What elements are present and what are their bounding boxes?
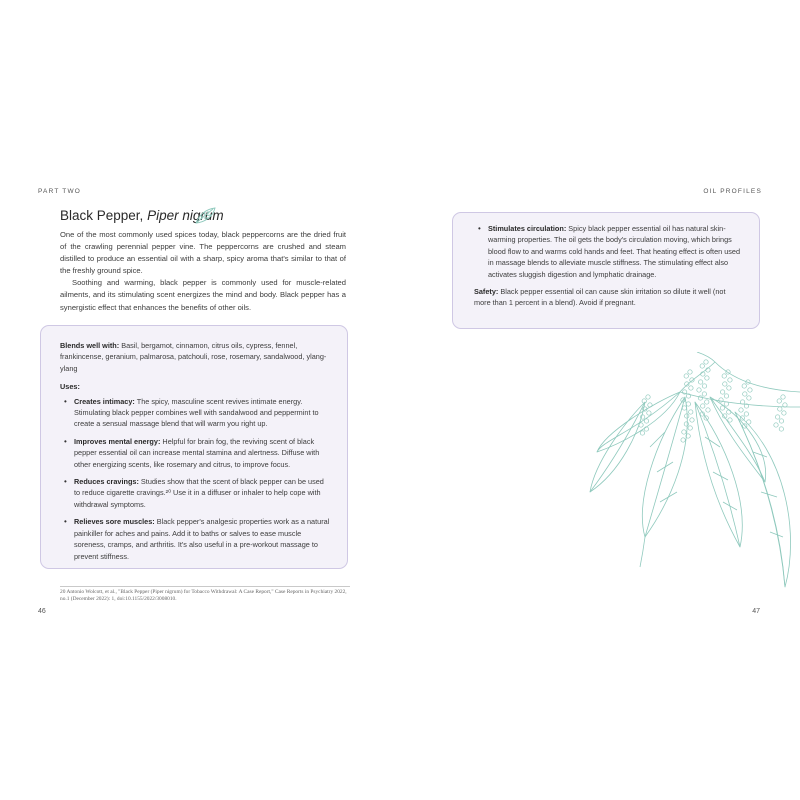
peppercorn	[700, 364, 704, 368]
use-text: The spicy, masculine scent revives intimate energy. Stimulating black pepper combines well with sandalwood and peppermint to create a sensual massage blend that will warm you right up.	[74, 396, 319, 429]
oil-common-name: Black Pepper,	[60, 208, 144, 223]
oil-latin-name: Piper nigrum	[147, 208, 224, 223]
peppercorn	[702, 384, 706, 388]
peppercorn	[743, 392, 747, 396]
peppercorn	[690, 418, 694, 422]
peppercorn	[681, 438, 685, 442]
peppercorn	[779, 427, 783, 431]
peppercorn	[706, 408, 710, 412]
page-number-right: 47	[752, 608, 760, 615]
peppercorn	[728, 378, 732, 382]
footnote-divider	[60, 586, 350, 587]
peppercorn	[705, 400, 709, 404]
peppercorn	[701, 404, 705, 408]
use-label: Creates intimacy:	[74, 396, 135, 406]
peppercorn	[690, 378, 694, 382]
running-head-left: PART TWO	[38, 188, 82, 195]
peppercorn	[684, 374, 688, 378]
peppercorn	[689, 386, 693, 390]
peppercorn	[782, 411, 786, 415]
peppercorn	[640, 431, 644, 435]
uses-label: Uses:	[60, 382, 80, 392]
peppercorn	[747, 396, 751, 400]
peppercorn	[777, 399, 781, 403]
safety-label: Safety:	[474, 287, 499, 297]
use-item-mental-energy	[60, 436, 331, 470]
intro-paragraph-2: Soothing and warming, black pepper is commonly used for muscle-related ailments, and its stimulating scent energizes the mind and body. Black pepper has a synergistic effect that enhances the benefits of other oils.	[60, 278, 346, 312]
peppercorn	[727, 386, 731, 390]
peppercorn	[698, 396, 702, 400]
peppercorn	[720, 406, 724, 410]
peppercorn	[722, 374, 726, 378]
black-pepper-plant-illustration	[585, 352, 800, 597]
peppercorn	[742, 384, 746, 388]
peppercorn	[639, 423, 643, 427]
running-head-right: OIL PROFILES	[703, 188, 762, 195]
peppercorn	[702, 392, 706, 396]
use-text: Studies show that the scent of black pepper can be used to reduce cigarette cravings.²⁰ Use it in a diffuser or inhaler to help cope with withdrawal symptoms.	[74, 477, 324, 509]
peppercorn	[697, 388, 701, 392]
page-number-left: 46	[38, 608, 46, 615]
peppercorn	[719, 398, 723, 402]
use-label: Stimulates circulation:	[488, 224, 567, 233]
peppercorn	[744, 412, 748, 416]
safety-text: Black pepper essential oil can cause skin irritation so dilute it well (not more than 1 percent in a blend). Avoid if pregnant.	[474, 287, 726, 308]
peppercorn	[775, 415, 779, 419]
peppercorn	[704, 360, 708, 364]
use-text: Black pepper's analgesic properties work as a natural painkiller for aches and pains. Add it to baths or salves to ease muscle soreness, cramps, and arthritis. It's also useful in a pre-workout massage to prevent stiffness.	[74, 517, 330, 561]
peppercorn	[682, 406, 686, 410]
peppercorn	[724, 394, 728, 398]
blends-uses-box	[40, 325, 348, 569]
blends-text: Basil, bergamot, cinnamon, citrus oils, cypress, fennel, frankincense, geranium, palmarosa, patchouli, rose, rosemary, sandalwood, ylang-ylang	[60, 341, 327, 373]
peppercorn	[748, 388, 752, 392]
use-item-circulation	[474, 223, 743, 280]
blends-label: Blends well with:	[60, 341, 120, 350]
peppercorn	[686, 402, 690, 406]
peppercorn	[689, 410, 693, 414]
uses-list-continued	[474, 223, 743, 280]
peppercorn	[739, 408, 743, 412]
peppercorn	[685, 414, 689, 418]
use-label: Reduces cravings:	[74, 477, 139, 487]
peppercorn	[646, 395, 650, 399]
peppercorn	[778, 407, 782, 411]
leaf-icon	[193, 206, 217, 226]
peppercorn	[724, 402, 728, 406]
peppercorn	[723, 382, 727, 386]
use-item-sore-muscles	[60, 516, 331, 562]
uses-list	[60, 396, 331, 562]
peppercorn	[644, 419, 648, 423]
peppercorn	[684, 422, 688, 426]
peppercorn	[774, 423, 778, 427]
peppercorn	[781, 395, 785, 399]
footnote: 20 Antonio Wolcott, et al., "Black Pepper (Piper nigrum) for Tobacco Withdrawal: A Case Report," Case Reports in Psychiatry 2022, no.1 (December 2022): 1, doi:10.1155/2022/3008010.	[60, 589, 347, 603]
intro-paragraph-1: One of the most commonly used spices today, black peppercorns are the dried fruit of the crawling perennial pepper vine. The peppercorns are crushed and steam distilled to produce an essential oil with a sharp, spicy aroma that's similar to that of the freshly ground spice.	[60, 230, 346, 276]
use-label: Improves mental energy:	[74, 436, 161, 446]
peppercorn	[698, 380, 702, 384]
peppercorn	[740, 400, 744, 404]
peppercorn	[647, 411, 651, 415]
peppercorn	[727, 410, 731, 414]
intro-text	[60, 229, 346, 314]
use-text: Helpful for brain fog, the reviving scent of black pepper essential oil can increase mental stamina and alertness. Diffuse with other energizing scents, like rosemary and citrus, to improve focus.	[74, 436, 320, 469]
peppercorn	[688, 426, 692, 430]
peppercorn	[682, 430, 686, 434]
circulation-safety-box	[452, 212, 760, 329]
blends-paragraph	[60, 340, 331, 374]
peppercorn	[720, 390, 724, 394]
peppercorn	[705, 376, 709, 380]
peppercorn	[779, 419, 783, 423]
peppercorn	[640, 415, 644, 419]
use-item-intimacy	[60, 396, 331, 430]
peppercorn	[688, 370, 692, 374]
safety-paragraph	[474, 286, 743, 309]
use-item-cravings	[60, 476, 331, 510]
peppercorn	[728, 418, 732, 422]
use-text: Spicy black pepper essential oil has natural skin-warming properties. The oil gets the body's circulation moving, which brings blood flow to and warms cold hands and feet. That heating effect is often used in massage blends to alleviate muscle stiffness. The stimulating effect also activates sluggish digestion and lymphatic drainage.	[488, 224, 741, 279]
use-label: Relieves sore muscles:	[74, 517, 155, 527]
peppercorn	[747, 420, 751, 424]
